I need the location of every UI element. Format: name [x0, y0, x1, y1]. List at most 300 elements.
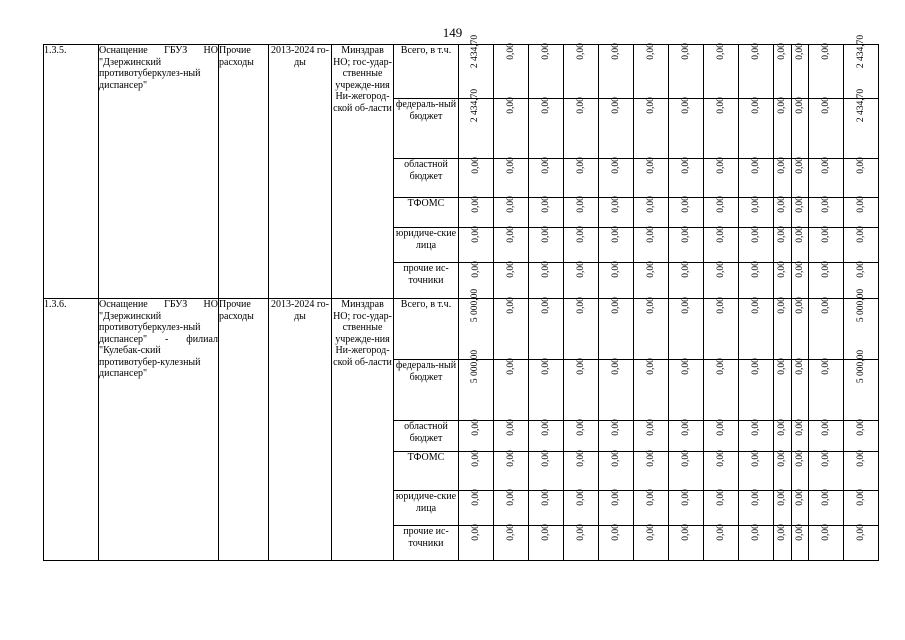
item-name: Оснащение ГБУЗ НО "Дзержинский противотуберкулез-ный диспансер" - филиал "Кулебак-ский противотубер-кулезный диспансер" [99, 299, 219, 561]
value-text: 0,00 [645, 358, 656, 375]
value-cell [809, 45, 844, 99]
value-cell [599, 263, 634, 299]
value-text: 0,00 [470, 157, 481, 174]
value-cell [459, 452, 494, 491]
value-cell [739, 299, 774, 360]
value-text: 0,00 [680, 157, 691, 174]
value-text: 0,00 [575, 450, 586, 467]
value-cell [564, 159, 599, 198]
value-cell [669, 421, 704, 452]
value-text: 0,00 [645, 489, 656, 506]
value-cell [704, 228, 739, 263]
value-text: 0,00 [645, 226, 656, 243]
value-text: 0,00 [610, 419, 621, 436]
value-text: 0,00 [680, 419, 691, 436]
value-cell [634, 198, 669, 228]
value-cell [704, 452, 739, 491]
value-text: 0,00 [610, 489, 621, 506]
value-cell [564, 526, 599, 561]
value-text: 0,00 [540, 97, 551, 114]
value-cell [564, 99, 599, 159]
value-text: 0,00 [610, 524, 621, 541]
value-cell [704, 299, 739, 360]
value-text: 0,00 [505, 489, 516, 506]
value-cell [459, 349, 494, 421]
value-text: 0,00 [750, 524, 761, 541]
value-cell [774, 526, 792, 561]
value-text: 0,00 [820, 261, 831, 278]
funding-source-label: Всего, в т.ч. [394, 299, 459, 360]
value-cell [774, 99, 792, 159]
value-text: 0,00 [540, 196, 551, 213]
funding-source-label: Всего, в т.ч. [394, 45, 459, 99]
value-cell [774, 45, 792, 99]
value-cell [844, 452, 879, 491]
value-text: 5 000,00 [855, 349, 866, 384]
value-text: 0,00 [820, 450, 831, 467]
value-cell [704, 491, 739, 526]
value-text: 0,00 [610, 261, 621, 278]
value-cell [529, 421, 564, 452]
value-cell [529, 45, 564, 99]
value-text: 0,00 [820, 524, 831, 541]
value-cell [529, 360, 564, 421]
value-text: 0,00 [820, 419, 831, 436]
table-row [44, 45, 879, 99]
value-text: 0,00 [610, 43, 621, 60]
value-text: 0,00 [715, 358, 726, 375]
value-text: 0,00 [610, 97, 621, 114]
value-cell [739, 159, 774, 198]
value-text: 0,00 [505, 226, 516, 243]
value-cell [774, 421, 792, 452]
value-cell [494, 263, 529, 299]
value-text: 0,00 [680, 261, 691, 278]
item-executor: Минздрав НО; гос-удар-ственные учрежде-ния Ни-жегород-ской об-ласти [332, 45, 394, 299]
value-cell [791, 491, 809, 526]
table-row [44, 299, 879, 360]
value-cell [774, 228, 792, 263]
value-cell [529, 452, 564, 491]
value-cell [844, 88, 879, 159]
value-text: 0,00 [505, 43, 516, 60]
value-text: 0,00 [715, 524, 726, 541]
value-text: 0,00 [715, 489, 726, 506]
value-text: 5 000,00 [470, 288, 481, 323]
value-cell [739, 263, 774, 299]
value-text: 0,00 [645, 196, 656, 213]
value-text: 0,00 [540, 489, 551, 506]
value-text: 0,00 [750, 43, 761, 60]
value-text: 0,00 [750, 196, 761, 213]
page-number: 149 [442, 25, 463, 40]
value-cell [791, 263, 809, 299]
value-cell [599, 45, 634, 99]
value-text: 0,00 [575, 489, 586, 506]
value-text: 0,00 [794, 419, 805, 436]
value-cell [739, 198, 774, 228]
value-cell [529, 299, 564, 360]
value-cell [791, 360, 809, 421]
value-text: 0,00 [505, 97, 516, 114]
value-text: 5 000,00 [855, 288, 866, 323]
funding-source-label: федераль-ный бюджет [394, 99, 459, 159]
value-text: 0,00 [715, 43, 726, 60]
value-text: 0,00 [575, 226, 586, 243]
value-cell [599, 159, 634, 198]
value-cell [634, 45, 669, 99]
value-text: 0,00 [715, 196, 726, 213]
value-cell [494, 421, 529, 452]
value-text: 0,00 [715, 157, 726, 174]
value-cell [791, 159, 809, 198]
item-number: 1.3.6. [44, 299, 99, 561]
value-text: 0,00 [470, 419, 481, 436]
value-text: 0,00 [820, 196, 831, 213]
value-cell [809, 491, 844, 526]
value-text: 0,00 [750, 358, 761, 375]
value-text: 0,00 [776, 524, 787, 541]
value-text: 0,00 [855, 226, 866, 243]
value-text: 0,00 [540, 261, 551, 278]
value-text: 0,00 [776, 261, 787, 278]
value-text: 0,00 [470, 489, 481, 506]
value-text: 0,00 [776, 43, 787, 60]
value-cell [564, 299, 599, 360]
funding-source-label: областной бюджет [394, 421, 459, 452]
value-cell [599, 299, 634, 360]
value-text: 0,00 [645, 97, 656, 114]
value-text: 0,00 [505, 524, 516, 541]
value-text: 0,00 [715, 297, 726, 314]
value-cell [564, 452, 599, 491]
value-cell [844, 421, 879, 452]
value-text: 0,00 [855, 419, 866, 436]
value-text: 0,00 [776, 489, 787, 506]
value-cell [809, 421, 844, 452]
value-text: 0,00 [505, 157, 516, 174]
funding-source-label: областной бюджет [394, 159, 459, 198]
value-cell [529, 491, 564, 526]
funding-source-label: федераль-ный бюджет [394, 360, 459, 421]
value-cell [844, 491, 879, 526]
value-text: 0,00 [776, 157, 787, 174]
value-text: 0,00 [645, 524, 656, 541]
value-cell [459, 228, 494, 263]
value-text: 0,00 [610, 450, 621, 467]
value-text: 0,00 [855, 489, 866, 506]
value-cell [459, 491, 494, 526]
value-text: 0,00 [540, 297, 551, 314]
value-cell [599, 198, 634, 228]
value-text: 0,00 [794, 196, 805, 213]
value-cell [774, 198, 792, 228]
value-cell [704, 360, 739, 421]
item-period: 2013-2024 го-ды [269, 299, 332, 561]
value-text: 0,00 [505, 261, 516, 278]
value-text: 0,00 [750, 226, 761, 243]
value-cell [494, 360, 529, 421]
value-cell [791, 452, 809, 491]
value-cell [564, 228, 599, 263]
value-cell [809, 228, 844, 263]
value-cell [564, 263, 599, 299]
value-cell [844, 228, 879, 263]
value-text: 0,00 [610, 196, 621, 213]
value-cell [669, 263, 704, 299]
value-cell [634, 421, 669, 452]
value-cell [459, 88, 494, 159]
value-text: 0,00 [715, 419, 726, 436]
value-cell [529, 526, 564, 561]
value-cell [494, 452, 529, 491]
value-text: 0,00 [794, 43, 805, 60]
value-cell [599, 452, 634, 491]
value-cell [669, 159, 704, 198]
value-text: 0,00 [540, 43, 551, 60]
value-cell [809, 159, 844, 198]
value-text: 0,00 [470, 261, 481, 278]
value-cell [704, 526, 739, 561]
value-text: 0,00 [680, 489, 691, 506]
value-text: 0,00 [505, 297, 516, 314]
value-text: 0,00 [715, 261, 726, 278]
value-cell [459, 421, 494, 452]
value-text: 0,00 [610, 226, 621, 243]
value-text: 0,00 [505, 196, 516, 213]
value-text: 0,00 [540, 358, 551, 375]
funding-source-label: прочие ис-точники [394, 263, 459, 299]
value-text: 0,00 [794, 297, 805, 314]
value-text: 0,00 [715, 97, 726, 114]
value-cell [739, 360, 774, 421]
value-cell [494, 299, 529, 360]
value-text: 0,00 [645, 450, 656, 467]
value-cell [494, 159, 529, 198]
value-cell [739, 491, 774, 526]
value-cell [599, 421, 634, 452]
value-text: 0,00 [645, 261, 656, 278]
value-text: 0,00 [715, 450, 726, 467]
value-cell [774, 360, 792, 421]
value-cell [739, 526, 774, 561]
value-cell [564, 360, 599, 421]
value-cell [809, 263, 844, 299]
value-text: 0,00 [575, 419, 586, 436]
value-text: 0,00 [610, 297, 621, 314]
value-text: 5 000,00 [470, 349, 481, 384]
value-text: 0,00 [794, 358, 805, 375]
funding-source-label: ТФОМС [394, 198, 459, 228]
value-text: 0,00 [575, 297, 586, 314]
value-text: 0,00 [680, 358, 691, 375]
value-text: 0,00 [855, 450, 866, 467]
value-text: 0,00 [575, 524, 586, 541]
value-cell [809, 526, 844, 561]
funding-source-label: прочие ис-точники [394, 526, 459, 561]
value-text: 0,00 [610, 358, 621, 375]
value-text: 0,00 [680, 450, 691, 467]
value-text: 0,00 [820, 97, 831, 114]
value-cell [791, 198, 809, 228]
value-text: 2 434,70 [855, 88, 866, 123]
value-cell [669, 452, 704, 491]
value-text: 0,00 [505, 358, 516, 375]
funding-source-label: юридиче-ские лица [394, 491, 459, 526]
value-text: 0,00 [776, 297, 787, 314]
value-text: 0,00 [750, 157, 761, 174]
value-cell [704, 198, 739, 228]
value-cell [634, 452, 669, 491]
value-cell [791, 45, 809, 99]
value-text: 0,00 [750, 261, 761, 278]
value-cell [634, 228, 669, 263]
value-cell [494, 45, 529, 99]
value-cell [564, 491, 599, 526]
value-text: 0,00 [575, 43, 586, 60]
value-text: 0,00 [470, 226, 481, 243]
value-cell [774, 263, 792, 299]
value-text: 0,00 [470, 524, 481, 541]
value-cell [459, 198, 494, 228]
value-text: 0,00 [750, 97, 761, 114]
value-text: 0,00 [820, 157, 831, 174]
value-cell [494, 198, 529, 228]
item-name: Оснащение ГБУЗ НО "Дзержинский противотуберкулез-ный диспансер" [99, 45, 219, 299]
value-cell [739, 99, 774, 159]
value-cell [599, 526, 634, 561]
value-cell [459, 526, 494, 561]
value-text: 0,00 [470, 450, 481, 467]
value-text: 0,00 [575, 97, 586, 114]
value-text: 0,00 [645, 157, 656, 174]
value-text: 0,00 [855, 524, 866, 541]
value-cell [634, 159, 669, 198]
item-executor: Минздрав НО; гос-удар-ственные учрежде-ния Ни-жегород-ской об-ласти [332, 299, 394, 561]
value-cell [704, 99, 739, 159]
value-cell [739, 45, 774, 99]
value-cell [704, 263, 739, 299]
value-text: 0,00 [820, 226, 831, 243]
value-text: 0,00 [776, 226, 787, 243]
value-text: 0,00 [645, 43, 656, 60]
value-cell [529, 228, 564, 263]
value-cell [634, 360, 669, 421]
value-text: 0,00 [680, 297, 691, 314]
value-cell [791, 421, 809, 452]
value-text: 0,00 [645, 419, 656, 436]
value-cell [669, 228, 704, 263]
value-cell [809, 99, 844, 159]
value-text: 0,00 [680, 43, 691, 60]
value-text: 0,00 [680, 226, 691, 243]
value-text: 0,00 [750, 419, 761, 436]
item-period: 2013-2024 го-ды [269, 45, 332, 299]
value-text: 0,00 [776, 419, 787, 436]
value-text: 0,00 [794, 157, 805, 174]
value-cell [599, 228, 634, 263]
value-cell [844, 198, 879, 228]
value-cell [564, 421, 599, 452]
value-text: 0,00 [820, 43, 831, 60]
value-cell [704, 159, 739, 198]
value-cell [459, 159, 494, 198]
value-text: 0,00 [776, 196, 787, 213]
value-text: 0,00 [855, 261, 866, 278]
value-text: 0,00 [820, 358, 831, 375]
value-cell [564, 198, 599, 228]
value-text: 0,00 [855, 196, 866, 213]
value-text: 0,00 [470, 196, 481, 213]
item-number: 1.3.5. [44, 45, 99, 299]
value-cell [494, 99, 529, 159]
value-text: 0,00 [575, 358, 586, 375]
value-text: 2 434,70 [470, 88, 481, 123]
value-text: 2 434,70 [470, 34, 481, 69]
value-cell [809, 360, 844, 421]
value-cell [774, 491, 792, 526]
value-cell [669, 198, 704, 228]
value-text: 0,00 [645, 297, 656, 314]
budget-table [43, 34, 879, 561]
value-cell [774, 159, 792, 198]
value-text: 0,00 [776, 97, 787, 114]
value-cell [669, 45, 704, 99]
value-cell [494, 491, 529, 526]
value-text: 0,00 [575, 196, 586, 213]
value-cell [669, 491, 704, 526]
value-cell [529, 99, 564, 159]
value-cell [669, 360, 704, 421]
value-text: 0,00 [750, 450, 761, 467]
value-text: 0,00 [680, 97, 691, 114]
value-text: 0,00 [794, 97, 805, 114]
expense-type: Прочие расходы [219, 299, 269, 561]
value-text: 0,00 [505, 419, 516, 436]
value-cell [704, 421, 739, 452]
value-cell [634, 99, 669, 159]
value-text: 0,00 [540, 524, 551, 541]
funding-source-label: юридиче-ские лица [394, 228, 459, 263]
value-text: 0,00 [540, 450, 551, 467]
value-cell [599, 360, 634, 421]
value-cell [564, 45, 599, 99]
value-cell [599, 491, 634, 526]
value-cell [634, 263, 669, 299]
value-text: 0,00 [820, 489, 831, 506]
value-text: 0,00 [540, 157, 551, 174]
value-text: 0,00 [575, 157, 586, 174]
value-cell [529, 263, 564, 299]
value-cell [669, 299, 704, 360]
funding-source-label: ТФОМС [394, 452, 459, 491]
value-cell [791, 228, 809, 263]
value-cell [529, 159, 564, 198]
value-text: 0,00 [680, 524, 691, 541]
value-text: 0,00 [794, 450, 805, 467]
value-text: 0,00 [540, 419, 551, 436]
value-cell [634, 299, 669, 360]
value-cell [669, 526, 704, 561]
value-cell [791, 526, 809, 561]
value-cell [599, 99, 634, 159]
value-cell [809, 299, 844, 360]
value-text: 0,00 [794, 489, 805, 506]
value-text: 0,00 [794, 524, 805, 541]
value-cell [809, 198, 844, 228]
value-cell [739, 228, 774, 263]
value-text: 0,00 [540, 226, 551, 243]
